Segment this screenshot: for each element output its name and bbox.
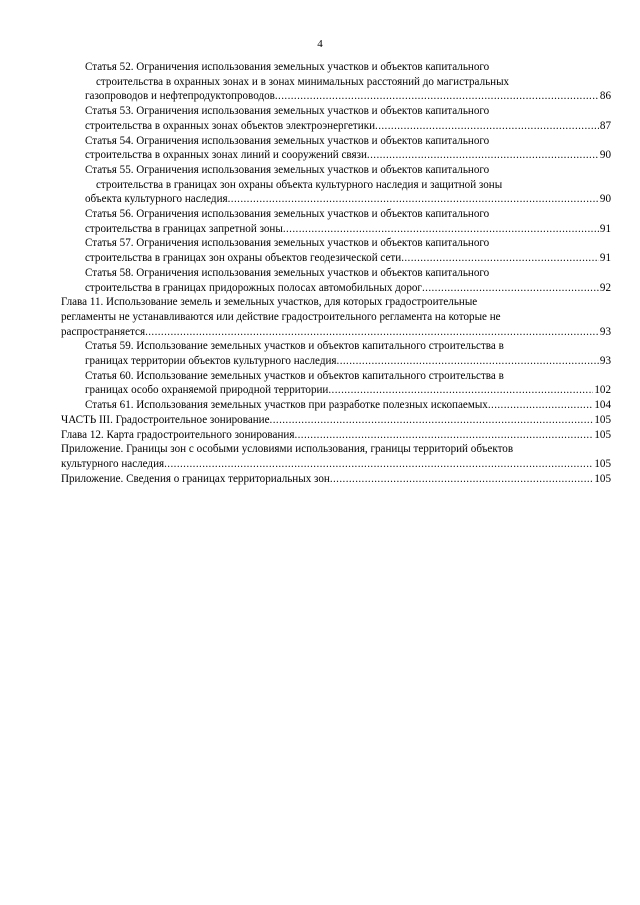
- table-of-contents: [61, 60, 611, 486]
- toc-page-number: 105: [594, 457, 611, 470]
- toc-entry-last-line: [85, 119, 611, 134]
- toc-entry-text-line: Приложение. Границы зон с особыми условиями использования, границы территорий объектов: [61, 443, 514, 456]
- toc-entry-text-line: строительства в границах придорожных полосах автомобильных дорог: [85, 281, 422, 294]
- toc-entry-text-line: границах территории объектов культурного наследия: [85, 355, 337, 368]
- toc-entry-article[interactable]: [61, 339, 611, 368]
- toc-entry-chapter[interactable]: [61, 442, 611, 471]
- toc-entry-last-line: [85, 192, 611, 207]
- toc-entry-text-line: распространяется: [61, 325, 146, 338]
- dot-leader: [145, 325, 599, 340]
- toc-entry-chapter[interactable]: [61, 472, 611, 487]
- toc-entry-article[interactable]: [61, 134, 611, 163]
- toc-entry-text-line: строительства в границах зон охраны объекта культурного наследия и защитной зоны: [96, 178, 503, 191]
- toc-entry-text-line: Статья 52. Ограничения использования земельных участков и объектов капитального: [85, 61, 490, 73]
- toc-entry-text-line: Статья 56. Ограничения использования земельных участков и объектов капитального: [85, 208, 490, 221]
- toc-entry-last-line: [85, 148, 611, 163]
- toc-entry-article[interactable]: [61, 163, 611, 207]
- toc-page-number: 105: [594, 428, 611, 441]
- toc-page-number: 102: [594, 384, 611, 397]
- dot-leader: [228, 192, 599, 207]
- toc-page-number: 104: [594, 399, 611, 412]
- toc-entry-text-line: объекта культурного наследия: [85, 193, 228, 206]
- toc-entry-text-line: Приложение. Сведения о границах территориальных зон: [61, 472, 330, 485]
- dot-leader: [401, 251, 599, 266]
- toc-page-number: 93: [599, 325, 611, 338]
- toc-entry-text-line: регламенты не устанавливаются или действие градостроительного регламента на которые не: [61, 310, 501, 323]
- dot-leader: [330, 472, 594, 487]
- toc-entry-chapter[interactable]: [61, 413, 611, 428]
- toc-entry-text-line: культурного наследия: [61, 457, 165, 470]
- toc-entry-article[interactable]: [61, 104, 611, 133]
- toc-page-number: 86: [599, 90, 611, 103]
- toc-entry-last-line: [85, 251, 611, 266]
- toc-entry-article[interactable]: [61, 398, 611, 413]
- toc-entry-text-line: Статья 55. Ограничения использования земельных участков и объектов капитального: [85, 163, 490, 176]
- toc-entry-last-line: [61, 428, 611, 443]
- toc-page-number: 105: [594, 413, 611, 426]
- toc-entry-article[interactable]: [61, 369, 611, 398]
- toc-entry-last-line: [61, 325, 611, 340]
- toc-entry-text-line: Статья 59. Использование земельных участков и объектов капитального строительства в: [85, 340, 504, 353]
- toc-entry-last-line: [85, 222, 611, 237]
- toc-entry-last-line: [85, 354, 611, 369]
- toc-entry-text-line: Статья 58. Ограничения использования земельных участков и объектов капитального: [85, 266, 490, 279]
- toc-entry-text-line: границах особо охраняемой природной территории: [85, 384, 329, 397]
- page-number: 4: [317, 38, 323, 50]
- toc-page-number: 91: [599, 252, 611, 265]
- toc-page-number: 93: [599, 355, 611, 368]
- toc-entry-article[interactable]: [61, 236, 611, 265]
- toc-entry-text-line: строительства в охранных зонах линий и сооружений связи: [85, 149, 367, 162]
- toc-entry-last-line: [85, 281, 611, 296]
- toc-entry-text-line: строительства в границах зон охраны объектов геодезической сети: [85, 252, 402, 265]
- toc-page-number: 90: [599, 149, 611, 162]
- toc-entry-last-line: [61, 472, 611, 487]
- toc-entry-chapter[interactable]: [61, 428, 611, 443]
- toc-entry-text-line: Статья 57. Ограничения использования земельных участков и объектов капитального: [85, 237, 490, 250]
- dot-leader: [375, 119, 599, 134]
- toc-entry-text-line: Статья 60. Использование земельных участков и объектов капитального строительства в: [85, 369, 504, 382]
- toc-entry-text-line: строительства в границах запретной зоны: [85, 222, 283, 235]
- dot-leader: [164, 457, 593, 472]
- toc-entry-text-line: строительства в охранных зонах и в зонах минимальных расстояний до магистральных: [96, 75, 510, 88]
- toc-entry-text-line: Статья 61. Использования земельных участков при разработке полезных ископаемых: [85, 399, 488, 412]
- toc-entry-chapter[interactable]: [61, 295, 611, 339]
- dot-leader: [337, 354, 599, 369]
- dot-leader: [422, 281, 599, 296]
- toc-entry-last-line: [61, 413, 611, 428]
- toc-entry-text-line: Статья 53. Ограничения использования земельных участков и объектов капитального: [85, 105, 490, 118]
- toc-entry-text-line: строительства в охранных зонах объектов электроэнергетики: [85, 119, 376, 132]
- toc-entry-text-line: газопроводов и нефтепродуктопроводов: [85, 90, 275, 103]
- toc-page-number: 87: [599, 119, 611, 132]
- dot-leader: [294, 428, 593, 443]
- toc-entry-text-line: Глава 11. Использование земель и земельных участков, для которых градостроительные: [61, 296, 478, 309]
- toc-page-number: 92: [599, 281, 611, 294]
- toc-page-number: 90: [599, 193, 611, 206]
- toc-entry-article[interactable]: [61, 60, 611, 104]
- toc-page-number: 91: [599, 222, 611, 235]
- dot-leader: [283, 222, 599, 237]
- dot-leader: [367, 148, 599, 163]
- toc-entry-article[interactable]: [61, 207, 611, 236]
- toc-entry-article[interactable]: [61, 266, 611, 295]
- dot-leader: [275, 89, 599, 104]
- toc-entry-last-line: [61, 457, 611, 472]
- dot-leader: [488, 398, 594, 413]
- dot-leader: [328, 383, 593, 398]
- toc-entry-text-line: ЧАСТЬ III. Градостроительное зонирование: [61, 413, 270, 426]
- toc-entry-last-line: [85, 89, 611, 104]
- toc-page-number: 105: [594, 472, 611, 485]
- toc-entry-last-line: [85, 383, 611, 398]
- toc-entry-last-line: [85, 398, 611, 413]
- toc-entry-text-line: Глава 12. Карта градостроительного зонирования: [61, 428, 295, 441]
- toc-entry-text-line: Статья 54. Ограничения использования земельных участков и объектов капитального: [85, 134, 490, 147]
- dot-leader: [270, 413, 594, 428]
